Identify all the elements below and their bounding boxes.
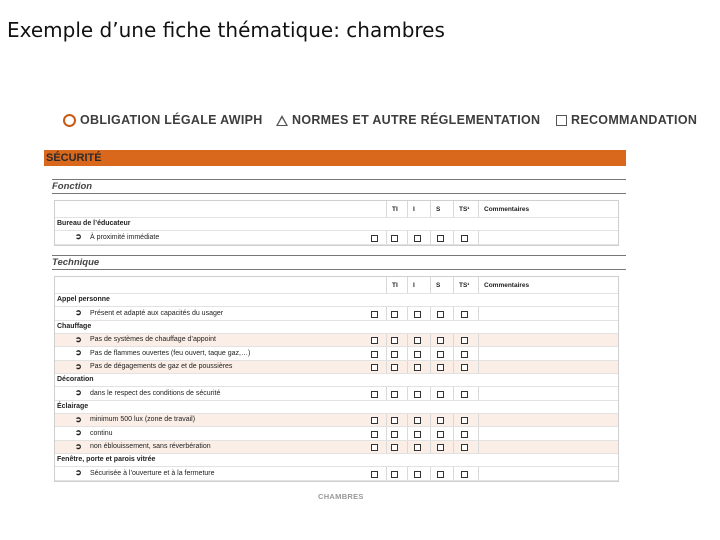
table-row (55, 387, 618, 401)
legend-legal (63, 113, 263, 127)
checkbox-s[interactable] (437, 351, 444, 358)
column-ts-header (453, 201, 470, 217)
checkbox-s[interactable] (437, 391, 444, 398)
cell-ts (453, 347, 454, 360)
checkbox-ti[interactable] (391, 391, 398, 398)
cell-i (407, 347, 408, 360)
table-row (55, 334, 618, 348)
cell-s (430, 467, 431, 480)
cell-s (430, 361, 431, 374)
section-title-fonction: Fonction (52, 181, 93, 192)
cell-i (407, 361, 408, 374)
checkbox-s[interactable] (437, 417, 444, 424)
group-row (55, 374, 618, 387)
checkbox-legend[interactable] (371, 391, 378, 398)
arrow-icon: ➲ (75, 441, 82, 451)
arrow-icon: ➲ (75, 232, 82, 241)
group-label: Fenêtre, porte et parois vitrée (57, 456, 156, 463)
cell-ti (386, 427, 387, 440)
legend-legal-label: OBLIGATION LÉGALE AWIPH (80, 113, 263, 127)
group-row (55, 294, 618, 307)
cell-ti (386, 441, 387, 454)
column-i-header (407, 277, 415, 293)
column-ti-label: TI (392, 206, 398, 213)
group-label: Appel personne (57, 296, 110, 303)
checkbox-i[interactable] (414, 351, 421, 358)
checkbox-ts[interactable] (461, 364, 468, 371)
column-s-header (430, 277, 441, 293)
checkbox-i[interactable] (414, 364, 421, 371)
column-ti-label: TI (392, 282, 398, 289)
cell-comments[interactable] (478, 427, 479, 440)
cell-ti (386, 387, 387, 400)
item-label: continu (90, 429, 113, 437)
cell-ts (453, 467, 454, 480)
arrow-icon: ➲ (75, 388, 82, 397)
cell-i (407, 427, 408, 440)
cell-s (430, 334, 431, 347)
column-s-header (430, 201, 441, 217)
group-label: Décoration (57, 376, 94, 383)
cell-ts (453, 441, 454, 454)
cell-i (407, 414, 408, 427)
table-row (55, 307, 618, 321)
checkbox-i[interactable] (414, 311, 421, 318)
cell-s (430, 231, 431, 244)
legend-recommendation (556, 113, 697, 127)
checkbox-ts[interactable] (461, 391, 468, 398)
cell-comments[interactable] (478, 361, 479, 374)
cell-ti (386, 334, 387, 347)
checkbox-ts[interactable] (461, 235, 468, 242)
checkbox-legend[interactable] (371, 311, 378, 318)
checkbox-i[interactable] (414, 431, 421, 438)
item-label: dans le respect des conditions de sécurité (90, 389, 221, 397)
table-row (55, 467, 618, 481)
item-label: Pas de dégagements de gaz et de poussières (90, 363, 233, 370)
arrow-icon: ➲ (75, 348, 82, 357)
checklist-table-fonction (54, 200, 619, 246)
cell-s (430, 307, 431, 320)
group-label: Chauffage (57, 322, 92, 330)
column-ts-label: TS¹ (459, 206, 470, 213)
checkbox-s[interactable] (437, 364, 444, 371)
checkbox-legend[interactable] (371, 444, 378, 451)
checklist-table-technique (54, 276, 619, 482)
cell-ti (386, 361, 387, 374)
checkbox-ti[interactable] (391, 351, 398, 358)
checkbox-legend[interactable] (371, 471, 378, 478)
checkbox-legend[interactable] (371, 337, 378, 344)
cell-comments[interactable] (478, 467, 479, 480)
column-i-label: I (413, 282, 415, 289)
checkbox-ti[interactable] (391, 417, 398, 424)
group-label: Bureau de l’éducateur (57, 220, 131, 227)
divider (52, 269, 626, 270)
column-comments-header (478, 201, 530, 217)
section-title-technique: Technique (52, 257, 100, 268)
cell-ti (386, 307, 387, 320)
triangle-icon (276, 115, 288, 126)
checkbox-legend[interactable] (371, 364, 378, 371)
table-header-row (55, 277, 618, 294)
arrow-icon: ➲ (75, 428, 82, 437)
checkbox-s[interactable] (437, 235, 444, 242)
cell-comments[interactable] (478, 441, 479, 454)
cell-i (407, 334, 408, 347)
checkbox-legend[interactable] (371, 431, 378, 438)
arrow-icon: ➲ (75, 414, 82, 424)
section-banner: SÉCURITÉ (44, 150, 626, 166)
column-ts-header (453, 277, 470, 293)
checkbox-s[interactable] (437, 337, 444, 344)
checkbox-ti[interactable] (391, 471, 398, 478)
cell-comments[interactable] (478, 334, 479, 347)
group-row (55, 218, 618, 231)
checkbox-i[interactable] (414, 444, 421, 451)
column-i-header (407, 201, 415, 217)
group-row (55, 321, 618, 334)
divider (52, 193, 626, 194)
item-label: À proximité immédiate (90, 233, 160, 241)
item-label: Pas de systèmes de chauffage d’appoint (90, 336, 216, 343)
cell-ts (453, 414, 454, 427)
column-s-label: S (436, 282, 441, 289)
checkbox-ts[interactable] (461, 471, 468, 478)
circle-icon (63, 114, 76, 127)
checkbox-ti[interactable] (391, 235, 398, 242)
checkbox-ti[interactable] (391, 311, 398, 318)
checkbox-s[interactable] (437, 431, 444, 438)
checkbox-i[interactable] (414, 391, 421, 398)
checkbox-s[interactable] (437, 444, 444, 451)
checkbox-ts[interactable] (461, 431, 468, 438)
column-s-label: S (436, 206, 441, 213)
arrow-icon: ➲ (75, 468, 82, 477)
column-comments-label: Commentaires (484, 282, 530, 289)
checkbox-legend[interactable] (371, 417, 378, 424)
item-label: Pas de flammes ouvertes (feu ouvert, taque gaz,…) (90, 349, 251, 357)
legend-recommendation-label: RECOMMANDATION (571, 113, 698, 127)
checkbox-i[interactable] (414, 471, 421, 478)
arrow-icon: ➲ (75, 361, 82, 371)
legend (63, 113, 713, 129)
cell-comments[interactable] (478, 347, 479, 360)
cell-i (407, 441, 408, 454)
checkbox-ts[interactable] (461, 337, 468, 344)
column-i-label: I (413, 206, 415, 213)
cell-i (407, 307, 408, 320)
table-row (55, 361, 618, 375)
cell-s (430, 347, 431, 360)
column-ti-header (386, 201, 398, 217)
group-row (55, 454, 618, 467)
table-row (55, 231, 618, 245)
cell-ts (453, 231, 454, 244)
column-ts-label: TS¹ (459, 282, 470, 289)
cell-ti (386, 467, 387, 480)
table-header-row (55, 201, 618, 218)
checkbox-ti[interactable] (391, 337, 398, 344)
arrow-icon: ➲ (75, 308, 82, 317)
cell-s (430, 414, 431, 427)
cell-s (430, 387, 431, 400)
cell-s (430, 427, 431, 440)
column-comments-header (478, 277, 530, 293)
cell-comments[interactable] (478, 231, 479, 244)
checkbox-ts[interactable] (461, 444, 468, 451)
table-row (55, 427, 618, 441)
cell-ti (386, 347, 387, 360)
cell-s (430, 441, 431, 454)
square-icon (556, 115, 567, 126)
checkbox-ti[interactable] (391, 364, 398, 371)
checkbox-ts[interactable] (461, 311, 468, 318)
item-label: Sécurisée à l’ouverture et à la fermeture (90, 469, 215, 477)
checkbox-i[interactable] (414, 235, 421, 242)
column-ti-header (386, 277, 398, 293)
checkbox-i[interactable] (414, 337, 421, 344)
checkbox-ts[interactable] (461, 417, 468, 424)
item-label: minimum 500 lux (zone de travail) (90, 416, 196, 423)
cell-comments[interactable] (478, 307, 479, 320)
item-label: non éblouissement, sans réverbération (90, 443, 211, 450)
cell-ti (386, 231, 387, 244)
cell-ts (453, 427, 454, 440)
cell-ts (453, 387, 454, 400)
cell-comments[interactable] (478, 387, 479, 400)
legend-norms-label: NORMES ET AUTRE RÉGLEMENTATION (292, 113, 541, 127)
checkbox-i[interactable] (414, 417, 421, 424)
checkbox-legend[interactable] (371, 351, 378, 358)
column-comments-label: Commentaires (484, 206, 530, 213)
checkbox-ts[interactable] (461, 351, 468, 358)
group-label: Éclairage (57, 402, 89, 410)
cell-ts (453, 307, 454, 320)
group-row (55, 401, 618, 414)
cell-ts (453, 334, 454, 347)
cell-ts (453, 361, 454, 374)
checkbox-legend[interactable] (371, 235, 378, 242)
cell-comments[interactable] (478, 414, 479, 427)
checkbox-s[interactable] (437, 471, 444, 478)
legend-norms (276, 113, 540, 127)
cell-i (407, 231, 408, 244)
cell-i (407, 467, 408, 480)
checkbox-ti[interactable] (391, 431, 398, 438)
table-row (55, 347, 618, 361)
table-row (55, 441, 618, 455)
divider (52, 179, 626, 180)
checkbox-s[interactable] (437, 311, 444, 318)
slide-title: Exemple d’une fiche thématique: chambres (7, 18, 445, 42)
table-row (55, 414, 618, 428)
item-label: Présent et adapté aux capacités du usager (90, 309, 224, 317)
cell-i (407, 387, 408, 400)
footer-label: CHAMBRES (318, 492, 364, 501)
checkbox-ti[interactable] (391, 444, 398, 451)
divider (52, 255, 626, 256)
arrow-icon: ➲ (75, 334, 82, 344)
cell-ti (386, 414, 387, 427)
